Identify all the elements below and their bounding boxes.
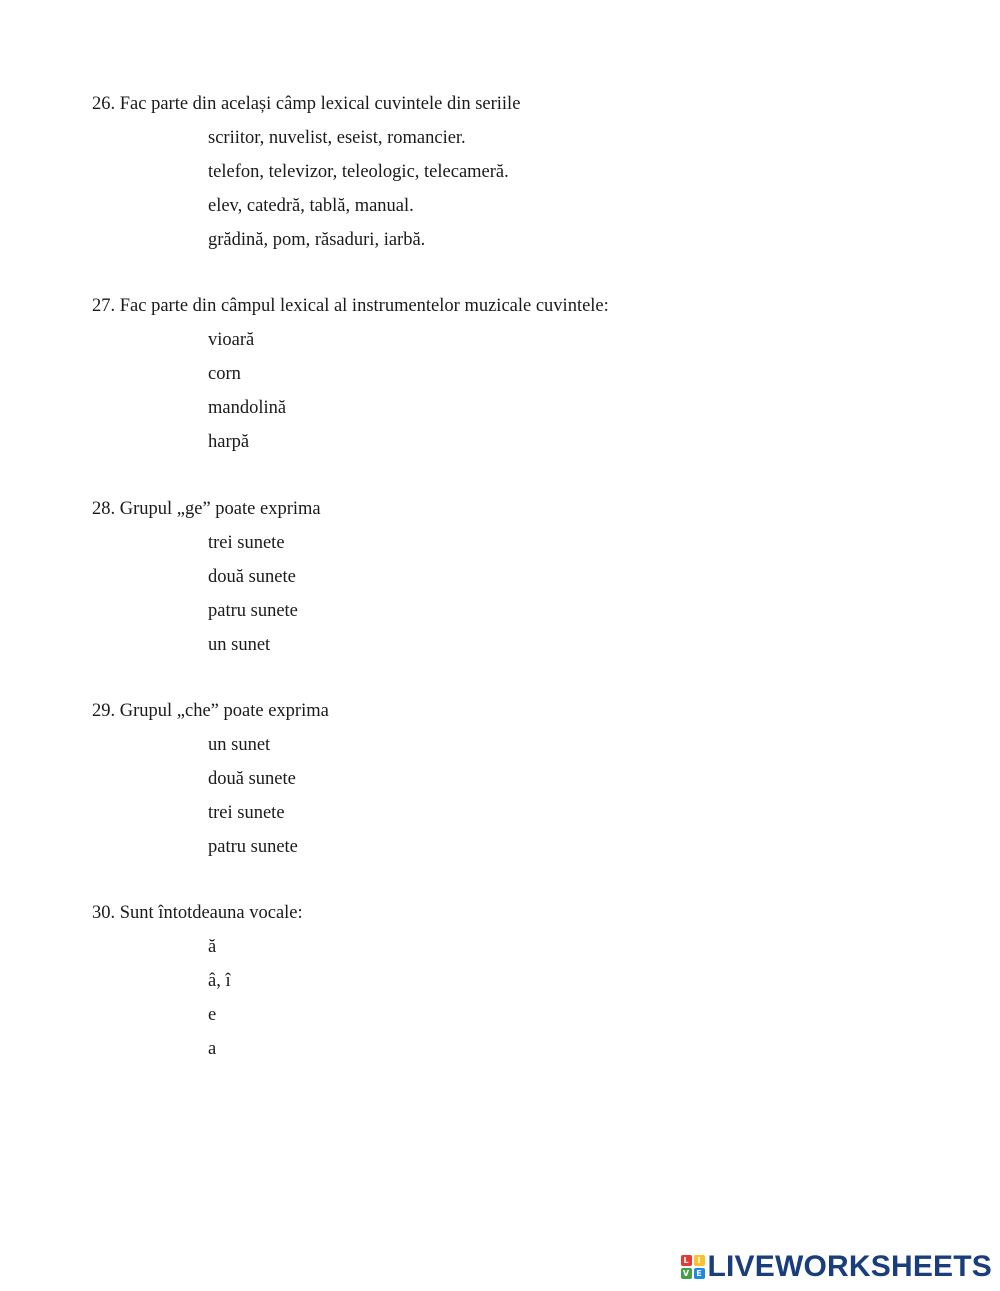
question-text: 28. Grupul „ge” poate exprima	[92, 499, 321, 519]
question-text: 27. Fac parte din câmpul lexical al instrumentelor muzicale cuvintele:	[92, 296, 609, 316]
question-29	[92, 699, 952, 859]
answer-option[interactable]: e	[208, 1005, 217, 1025]
answer-option[interactable]: scriitor, nuvelist, eseist, romancier.	[208, 128, 466, 148]
answer-option[interactable]: trei sunete	[208, 803, 285, 823]
question-text: 30. Sunt întotdeauna vocale:	[92, 903, 303, 923]
liveworksheets-logo-text: LIVEWORKSHEETS	[707, 1250, 992, 1283]
answer-option[interactable]: două sunete	[208, 769, 296, 789]
liveworksheets-logo-icon	[681, 1255, 705, 1279]
answer-option[interactable]: vioară	[208, 330, 255, 350]
question-text: 26. Fac parte din același câmp lexical cuvintele din seriile	[92, 94, 521, 114]
answer-option[interactable]: elev, catedră, tablă, manual.	[208, 196, 414, 216]
answer-option[interactable]: harpă	[208, 432, 250, 452]
logo-tile-i: I	[694, 1255, 705, 1266]
question-27	[92, 294, 952, 454]
answer-option[interactable]: două sunete	[208, 567, 296, 587]
logo-tile-v: V	[681, 1268, 692, 1279]
question-text: 29. Grupul „che” poate exprima	[92, 701, 329, 721]
question-28	[92, 497, 952, 657]
answer-option[interactable]: grădină, pom, răsaduri, iarbă.	[208, 230, 426, 250]
answer-option[interactable]: â, î	[208, 971, 231, 991]
logo-tile-e: E	[694, 1268, 705, 1279]
answer-option[interactable]: ă	[208, 937, 217, 957]
answer-option[interactable]: patru sunete	[208, 837, 298, 857]
answer-option[interactable]: telefon, televizor, teleologic, telecameră.	[208, 162, 509, 182]
question-30	[92, 901, 952, 1061]
logo-tile-l: L	[681, 1255, 692, 1266]
question-26	[92, 92, 952, 252]
answer-option[interactable]: corn	[208, 364, 241, 384]
liveworksheets-logo	[681, 1251, 993, 1283]
answer-option[interactable]: trei sunete	[208, 533, 285, 553]
answer-option[interactable]: patru sunete	[208, 601, 298, 621]
answer-option[interactable]: a	[208, 1039, 217, 1059]
answer-option[interactable]: un sunet	[208, 635, 271, 655]
answer-option[interactable]: un sunet	[208, 735, 271, 755]
answer-option[interactable]: mandolină	[208, 398, 287, 418]
